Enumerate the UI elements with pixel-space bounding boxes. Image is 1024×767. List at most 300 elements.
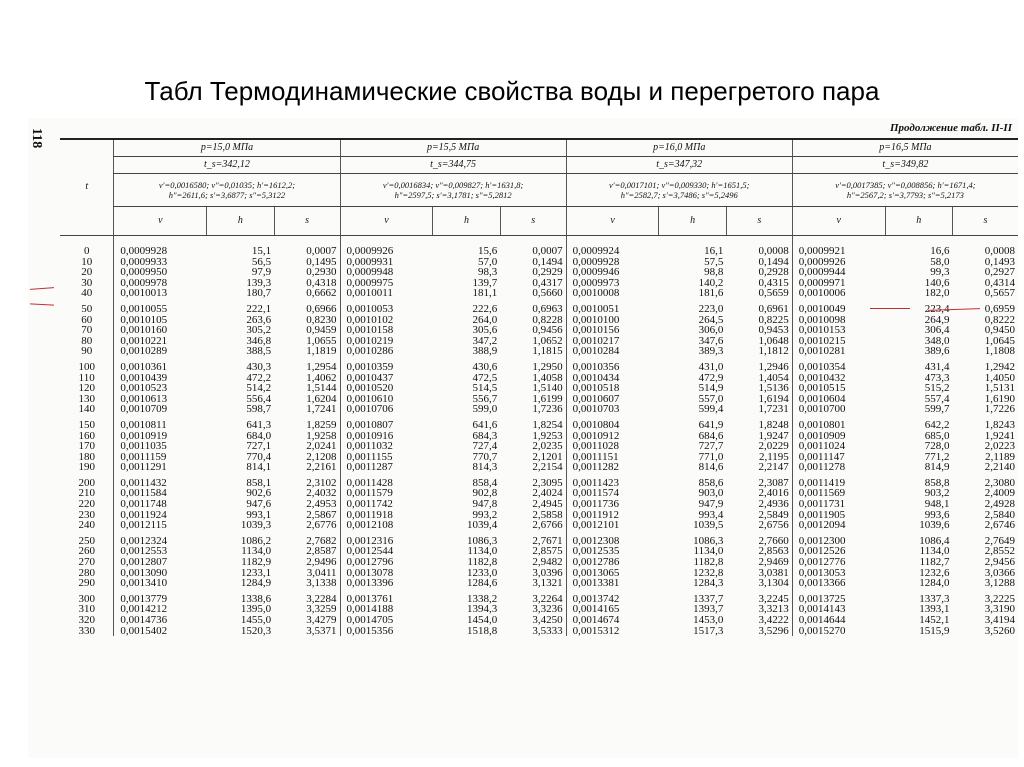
cell-s: 1,6190 [984,392,1015,405]
cell-temperature: 80 [81,334,93,347]
cell-v: 0,0014188 [340,604,433,615]
cell-temperature: 120 [78,382,95,395]
cell-s: 1,0655 [306,334,337,347]
cell-s: 0,0007 [532,245,563,257]
cell-h: 641,9 [698,418,724,431]
cell-v: 0,0009944 [792,267,885,278]
cell-h: 222,6 [472,302,498,315]
cell-v: 0,0010613 [114,394,207,405]
cell-h: 947,6 [246,498,272,511]
cell-v: 0,0009931 [340,257,433,268]
cell-s: 3,1288 [984,577,1015,590]
cell-s: 3,2284 [306,592,337,605]
cell-h: 514,9 [698,382,724,395]
cell-h: 389,3 [698,345,724,358]
cell-s: 0,2927 [984,266,1015,279]
cell-v: 0,0010055 [114,299,207,315]
red-underline-mark [30,287,54,290]
cell-v: 0,0011584 [114,488,207,499]
cell-v: 0,0010607 [566,394,659,405]
cell-h: 1518,8 [466,624,498,637]
cell-h: 1039,6 [919,519,950,532]
cell-h: 858,6 [698,476,724,489]
cell-temperature: 310 [78,603,95,616]
cell-v: 0,0015312 [566,626,659,637]
cell-h: 182,0 [924,287,950,300]
cell-h: 1452,1 [919,614,950,626]
cell-h: 97,9 [251,266,272,279]
cell-v: 0,0011924 [114,510,207,521]
cell-s: 1,4062 [306,371,337,384]
cell-s: 2,5867 [306,508,337,521]
saturation-temp: t_s=342,12 [114,157,340,174]
cell-s: 2,2161 [306,461,337,474]
cell-s: 2,5858 [532,508,563,521]
cell-h: 1284,6 [466,577,498,590]
page-number: 118 [29,128,44,149]
cell-s: 1,0652 [532,334,563,347]
saturation-line-2: h″=2567,2; s′=3,7793; s″=5,2173 [846,190,964,200]
cell-h: 557,0 [698,392,724,405]
cell-s: 2,4945 [532,498,563,511]
thermodynamic-table [60,138,1018,636]
cell-v: 0,0011918 [340,510,433,521]
cell-s: 0,9453 [758,324,789,337]
cell-s: 3,3236 [532,603,563,616]
saturation-temp: t_s=349,82 [792,157,1018,174]
red-underline-mark [870,308,910,309]
cell-v: 0,0012316 [340,531,433,547]
cell-h: 771,0 [698,450,724,463]
saturation-line-1: v′=0,0017101; v″=0,009330; h′=1651,5; [609,180,750,190]
cell-s: 0,1493 [984,255,1015,268]
cell-v: 0,0011579 [340,488,433,499]
cell-s: 1,8243 [984,418,1015,431]
cell-h: 1182,9 [241,556,272,569]
cell-v: 0,0013410 [114,578,207,589]
cell-s: 3,0396 [532,566,563,579]
cell-v: 0,0012776 [792,557,885,568]
cell-h: 264,9 [924,313,950,326]
cell-h: 347,2 [472,334,498,347]
cell-h: 684,3 [472,429,498,442]
cell-v: 0,0011428 [340,473,433,489]
red-underline-mark [30,303,54,305]
cell-v: 0,0012324 [114,531,207,547]
cell-temperature: 320 [78,614,95,626]
cell-h: 15,1 [251,245,272,257]
cell-temperature: 40 [81,287,93,300]
cell-s: 2,4009 [984,487,1015,500]
cell-s: 0,2929 [532,266,563,279]
cell-v: 0,0013366 [792,578,885,589]
cell-v: 0,0010286 [340,346,433,357]
cell-s: 2,2154 [532,461,563,474]
cell-h: 264,5 [698,313,724,326]
cell-s: 2,2140 [984,461,1015,474]
cell-h: 858,4 [472,476,498,489]
cell-s: 2,8563 [758,545,789,558]
cell-s: 0,9459 [306,324,337,337]
cell-h: 599,4 [698,403,724,416]
col-h: h [207,207,274,236]
cell-s: 2,1195 [758,450,789,463]
col-h: h [433,207,500,236]
pressure-header: p=15,0 МПа [114,139,340,157]
cell-s: 0,4315 [758,276,789,289]
cell-h: 515,2 [924,382,950,395]
cell-v: 0,0013742 [566,589,659,605]
cell-s: 0,6959 [984,302,1015,315]
cell-s: 2,3080 [984,476,1015,489]
cell-s: 0,5660 [532,287,563,300]
cell-v: 0,0011151 [566,452,659,463]
table-row [60,578,1018,589]
cell-s: 1,1819 [306,345,337,358]
cell-v: 0,0012526 [792,546,885,557]
cell-s: 1,5136 [758,382,789,395]
cell-v: 0,0011731 [792,499,885,510]
cell-s: 1,8259 [306,418,337,431]
cell-s: 3,3259 [306,603,337,616]
cell-s: 1,7241 [306,403,337,416]
cell-h: 814,1 [246,461,272,474]
cell-s: 3,2264 [532,592,563,605]
cell-s: 2,6776 [306,519,337,532]
saturation-properties [792,174,1018,207]
cell-s: 1,4058 [532,371,563,384]
cell-v: 0,0011147 [792,452,885,463]
cell-v: 0,0010807 [340,415,433,431]
cell-v: 0,0011742 [340,499,433,510]
cell-v: 0,0010102 [340,315,433,326]
cell-h: 598,7 [246,403,272,416]
cell-h: 556,4 [246,392,272,405]
saturation-line-1: v′=0,0017385; v″=0,008856; h′=1671,4; [835,180,976,190]
cell-v: 0,0010219 [340,336,433,347]
cell-v: 0,0010804 [566,415,659,431]
cell-s: 2,2147 [758,461,789,474]
cell-v: 0,0012786 [566,557,659,568]
cell-h: 770,7 [472,450,498,463]
cell-h: 1394,3 [466,603,498,616]
table-row [60,288,1018,299]
t-column-header: t [60,139,114,236]
cell-v: 0,0013779 [114,589,207,605]
cell-v: 0,0011282 [566,462,659,473]
cell-h: 947,9 [698,498,724,511]
table-scan [28,118,1018,758]
cell-s: 3,2245 [758,592,789,605]
cell-v: 0,0013761 [340,589,433,605]
cell-v: 0,0010909 [792,431,885,442]
cell-v: 0,0010700 [792,404,885,415]
cell-v: 0,0012115 [114,520,207,531]
cell-v: 0,0010703 [566,404,659,415]
col-v: v [114,207,207,236]
cell-h: 472,9 [698,371,724,384]
cell-h: 948,1 [924,498,950,511]
table-row [60,404,1018,415]
cell-s: 1,6204 [306,392,337,405]
col-v: v [792,207,885,236]
cell-h: 1453,0 [693,614,724,626]
cell-h: 1182,8 [693,556,724,569]
cell-v: 0,0012094 [792,520,885,531]
cell-v: 0,0011159 [114,452,207,463]
cell-h: 858,8 [924,476,950,489]
cell-s: 0,4318 [306,276,337,289]
cell-h: 99,3 [930,266,950,279]
cell-h: 57,0 [477,255,498,268]
cell-v: 0,0010160 [114,325,207,336]
cell-h: 1134,0 [919,545,950,558]
cell-s: 0,9450 [984,324,1015,337]
cell-v: 0,0012544 [340,546,433,557]
cell-v: 0,0010709 [114,404,207,415]
saturation-line-1: v′=0,0016580; v″=0,01035; h′=1612,2; [158,180,296,190]
cell-s: 2,0223 [984,440,1015,453]
cell-h: 222,1 [246,302,272,315]
cell-v: 0,0014143 [792,604,885,615]
cell-s: 1,5144 [306,382,337,395]
cell-s: 2,7682 [306,534,337,547]
cell-s: 1,9247 [758,429,789,442]
cell-h: 556,7 [472,392,498,405]
cell-h: 1454,0 [466,614,498,626]
pressure-header: p=16,5 МПа [792,139,1018,157]
cell-v: 0,0009926 [792,257,885,268]
cell-h: 140,2 [698,276,724,289]
cell-v: 0,0010361 [114,357,207,373]
cell-v: 0,0010811 [114,415,207,431]
col-s: s [500,207,566,236]
cell-h: 642,2 [924,418,950,431]
cell-h: 16,1 [704,245,724,257]
cell-v: 0,0010011 [340,288,433,299]
cell-h: 1233,1 [240,566,272,579]
cell-h: 947,8 [472,498,498,511]
table-row [60,589,1018,605]
cell-v: 0,0010217 [566,336,659,347]
cell-h: 16,6 [930,245,950,257]
cell-v: 0,0010289 [114,346,207,357]
cell-v: 0,0014165 [566,604,659,615]
cell-h: 1086,4 [919,534,950,547]
cell-v: 0,0012308 [566,531,659,547]
cell-h: 1515,9 [919,624,950,637]
cell-s: 3,2225 [984,592,1015,605]
pressure-header: p=16,0 МПа [566,139,792,157]
cell-h: 1232,8 [693,566,724,579]
cell-h: 431,4 [924,360,950,373]
cell-h: 347,6 [698,334,724,347]
cell-h: 727,4 [472,440,498,453]
cell-v: 0,0010281 [792,346,885,357]
cell-h: 1086,3 [466,534,498,547]
cell-s: 0,1494 [758,255,789,268]
col-v: v [566,207,659,236]
cell-v: 0,0009950 [114,267,207,278]
cell-s: 2,8575 [532,545,563,558]
cell-s: 3,5260 [984,624,1015,637]
cell-h: 472,2 [246,371,272,384]
cell-h: 263,6 [246,313,272,326]
cell-temperature: 210 [78,487,95,500]
cell-v: 0,0010221 [114,336,207,347]
cell-h: 388,9 [472,345,498,358]
cell-s: 0,2930 [306,266,337,279]
cell-s: 1,5140 [532,382,563,395]
cell-temperature: 220 [78,498,95,511]
cell-s: 0,6961 [758,302,789,315]
cell-v: 0,0010354 [792,357,885,373]
cell-s: 1,7236 [532,403,563,416]
saturation-line-1: v′=0,0016834; v″=0,009827; h′=1631,8; [382,180,524,190]
cell-s: 2,4936 [758,498,789,511]
cell-temperature: 260 [78,545,95,558]
cell-s: 2,3095 [532,476,563,489]
cell-v: 0,0010919 [114,431,207,442]
cell-h: 727,1 [246,440,272,453]
cell-h: 1232,6 [919,566,950,579]
cell-v: 0,0012101 [566,520,659,531]
cell-s: 0,5657 [984,287,1015,300]
cell-s: 1,6194 [758,392,789,405]
cell-h: 641,6 [472,418,498,431]
table-row [60,615,1018,626]
cell-h: 223,4 [924,302,950,315]
cell-h: 346,8 [246,334,272,347]
cell-h: 472,5 [472,371,498,384]
cell-temperature: 190 [78,461,95,474]
cell-h: 557,4 [924,392,950,405]
cell-v: 0,0014644 [792,615,885,626]
slide-title: Табл Термодинамические свойства воды и перегретого пара [144,76,880,106]
cell-s: 2,4024 [532,487,563,500]
cell-s: 3,4194 [984,614,1015,626]
cell-v: 0,0013090 [114,568,207,579]
cell-s: 1,0648 [758,334,789,347]
cell-h: 473,3 [924,371,950,384]
cell-s: 0,0007 [306,245,337,257]
cell-h: 902,6 [246,487,272,500]
cell-s: 3,5333 [532,624,563,637]
cell-s: 0,6662 [306,287,337,300]
cell-h: 727,7 [698,440,724,453]
saturation-line-2: h″=2582,7; s′=3,7486; s″=5,2496 [620,190,738,200]
table-row [60,415,1018,431]
cell-v: 0,0010604 [792,394,885,405]
cell-v: 0,0011032 [340,441,433,452]
cell-s: 2,1189 [985,450,1015,463]
cell-v: 0,0009928 [114,236,207,257]
cell-s: 1,1812 [758,345,789,358]
cell-temperature: 50 [81,302,93,315]
cell-h: 306,4 [924,324,950,337]
cell-v: 0,0010434 [566,373,659,384]
cell-h: 814,9 [924,461,950,474]
cell-s: 1,4050 [984,371,1015,384]
cell-s: 0,8222 [984,313,1015,326]
cell-s: 3,1304 [758,577,789,590]
table-row [60,462,1018,473]
cell-temperature: 290 [78,577,95,590]
cell-s: 3,4222 [758,614,789,626]
cell-s: 3,1338 [306,577,337,590]
cell-v: 0,0014736 [114,615,207,626]
cell-v: 0,0010515 [792,383,885,394]
cell-s: 2,9496 [306,556,337,569]
cell-v: 0,0009946 [566,267,659,278]
cell-s: 2,7649 [984,534,1015,547]
cell-s: 2,9456 [984,556,1015,569]
table-body [60,236,1018,637]
cell-h: 1284,3 [693,577,724,590]
cell-h: 223,0 [698,302,724,315]
cell-v: 0,0010706 [340,404,433,415]
cell-v: 0,0011419 [792,473,885,489]
cell-s: 0,8228 [532,313,563,326]
cell-v: 0,0011574 [566,488,659,499]
table-row [60,520,1018,531]
cell-h: 98,3 [477,266,498,279]
cell-v: 0,0010105 [114,315,207,326]
cell-v: 0,0011432 [114,473,207,489]
cell-h: 993,2 [472,508,498,521]
cell-v: 0,0010153 [792,325,885,336]
cell-v: 0,0012108 [340,520,433,531]
cell-v: 0,0010100 [566,315,659,326]
cell-h: 858,1 [246,476,272,489]
cell-temperature: 140 [78,403,95,416]
cell-v: 0,0011035 [114,441,207,452]
table-row [60,236,1018,257]
cell-s: 1,2942 [984,360,1015,373]
saturation-properties [114,174,340,207]
cell-h: 139,3 [246,276,272,289]
col-v: v [340,207,433,236]
cell-s: 1,8248 [758,418,789,431]
cell-v: 0,0010049 [792,299,885,315]
cell-s: 1,2950 [532,360,563,373]
cell-v: 0,0010912 [566,431,659,442]
cell-s: 3,0381 [758,566,789,579]
cell-s: 1,0645 [984,334,1015,347]
saturation-temp: t_s=344,75 [340,157,566,174]
cell-temperature: 30 [81,276,93,289]
cell-v: 0,0010916 [340,431,433,442]
cell-v: 0,0015270 [792,626,885,637]
cell-s: 3,1321 [532,577,563,590]
cell-h: 305,6 [472,324,498,337]
cell-v: 0,0010359 [340,357,433,373]
cell-h: 180,7 [246,287,272,300]
col-h: h [885,207,952,236]
cell-h: 181,6 [698,287,724,300]
table-row [60,346,1018,357]
cell-v: 0,0010053 [340,299,433,315]
cell-v: 0,0012553 [114,546,207,557]
cell-h: 684,0 [246,429,272,442]
cell-s: 0,8230 [306,313,337,326]
cell-v: 0,0012796 [340,557,433,568]
cell-temperature: 330 [78,624,95,637]
cell-h: 388,5 [246,345,272,358]
col-h: h [659,207,726,236]
cell-h: 1134,0 [467,545,498,558]
cell-s: 1,9253 [532,429,563,442]
